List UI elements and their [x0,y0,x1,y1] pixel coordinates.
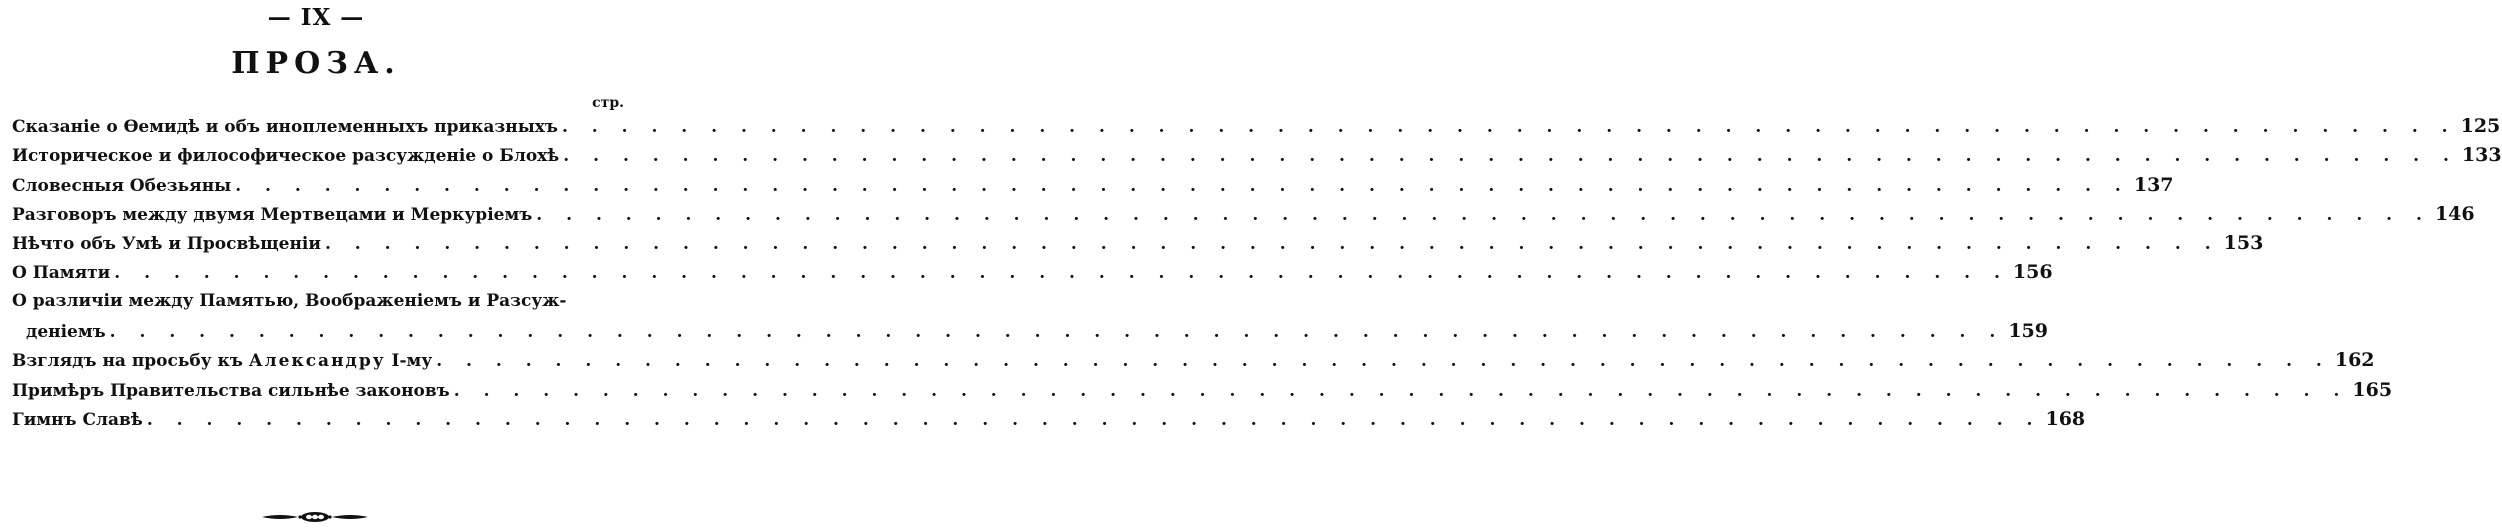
dot-leader [559,146,2458,166]
toc-entry-page: 137 [2133,173,2174,196]
dot-leader [143,410,2042,430]
toc-entry[interactable] [12,349,2375,378]
toc-entry-page: 159 [2008,320,2048,343]
dot-leader [558,117,2457,137]
toc-entry-page: 133 [2461,144,2502,167]
dot-leader [321,234,2220,254]
toc-entry-title: О различіи между Памятью, Воображеніемъ и Разсуж- [12,290,567,311]
dot-leader [450,381,2349,401]
toc-entry-title: Примѣръ Правительства сильнѣе законовъ [12,380,450,401]
toc-entry[interactable] [12,232,2264,261]
toc-entry-first-line[interactable] [12,291,626,320]
toc-entry[interactable] [12,115,2501,144]
toc-entry[interactable] [12,378,2393,408]
toc-entry[interactable] [12,407,2086,437]
toc-entry-title-spaced-name: Александру [248,351,386,372]
section-title: ПРОЗА. [231,46,401,81]
dot-leader [110,263,2009,283]
toc-entry-page: 153 [2223,232,2264,255]
toc-entry-page: 156 [2012,261,2053,284]
toc-entry[interactable] [12,144,2502,173]
toc-entry-page: 165 [2352,378,2393,401]
toc-entry[interactable] [12,173,2174,203]
toc-entry-title [12,351,432,371]
dot-leader [532,205,2431,225]
toc-entry-title: Разговоръ между двумя Мертвецами и Меркуріемъ [12,204,533,225]
toc-entry-title: Сказаніе о Ѳемидѣ и объ иноплеменныхъ приказныхъ [12,117,558,137]
toc-entry[interactable] [12,202,2475,232]
toc-entry-page: 125 [2460,115,2501,137]
dot-leader [106,322,2005,342]
toc-entry-page: 162 [2334,349,2375,372]
ornament-divider-icon [260,510,370,524]
toc-entry-title: Словесныя Обезьяны [12,175,232,196]
toc-entry-continuation[interactable] [12,320,2048,349]
toc-entry-title-suffix: I-му [385,351,433,372]
dot-leader [231,176,2130,196]
toc-entry-title: О Памяти [12,263,111,284]
toc-entry-title: Нѣчто объ Умѣ и Просвѣщеніи [12,234,321,255]
toc-entry-title-continuation: деніемъ [26,322,106,343]
toc-entry-title: Гимнъ Славѣ [12,409,143,430]
toc-entry-page: 146 [2434,202,2475,225]
page-column-header: стр. [592,95,624,111]
toc-entry-page: 168 [2045,407,2086,430]
page-number: — IX — [267,4,365,31]
dot-leader [432,351,2331,371]
toc-entry[interactable] [12,261,2053,290]
table-of-contents [12,115,2502,437]
toc-entry-title: Историческое и философическое разсужденіе о Блохѣ [12,146,560,167]
toc-entry-title-prefix: Взглядъ на просьбу къ [12,351,249,372]
